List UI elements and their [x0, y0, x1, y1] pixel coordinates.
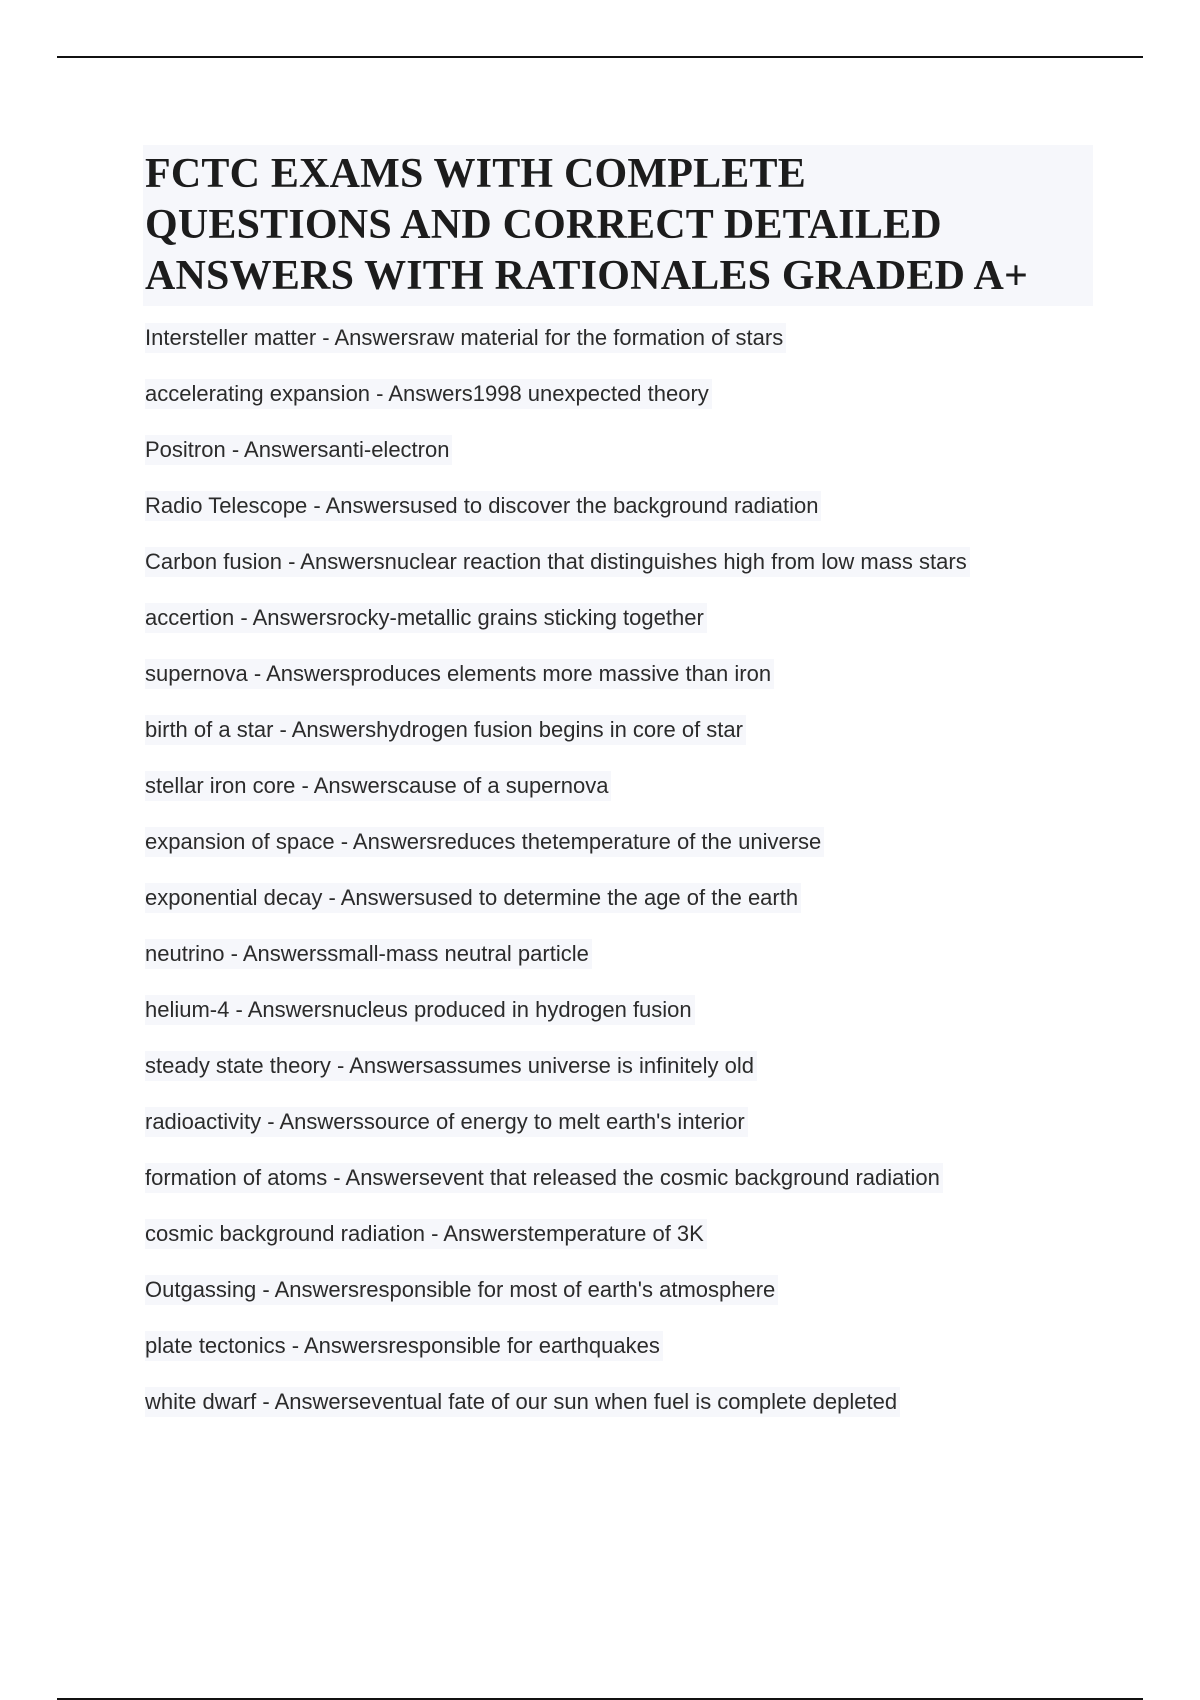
- qa-text: accelerating expansion - Answers1998 unexpected theory: [145, 379, 712, 409]
- list-item: [145, 547, 1095, 603]
- list-item: [145, 995, 1095, 1051]
- qa-text: stellar iron core - Answerscause of a supernova: [145, 771, 611, 801]
- qa-text: exponential decay - Answersused to determine the age of the earth: [145, 883, 801, 913]
- list-item: [145, 1331, 1095, 1387]
- qa-text: plate tectonics - Answersresponsible for earthquakes: [145, 1331, 663, 1361]
- list-item: [145, 939, 1095, 995]
- list-item: [145, 323, 1095, 379]
- list-item: [145, 1387, 1095, 1443]
- qa-text: accertion - Answersrocky-metallic grains sticking together: [145, 603, 707, 633]
- top-rule: [57, 56, 1143, 58]
- list-item: [145, 491, 1095, 547]
- list-item: [145, 883, 1095, 939]
- qa-list: [145, 323, 1095, 1443]
- qa-text: steady state theory - Answersassumes universe is infinitely old: [145, 1051, 757, 1081]
- list-item: [145, 603, 1095, 659]
- qa-text: Outgassing - Answersresponsible for most of earth's atmosphere: [145, 1275, 778, 1305]
- qa-text: Radio Telescope - Answersused to discover the background radiation: [145, 491, 821, 521]
- title-line-3: ANSWERS WITH RATIONALES GRADED A+: [145, 253, 1029, 299]
- qa-text: helium-4 - Answersnucleus produced in hydrogen fusion: [145, 995, 695, 1025]
- list-item: [145, 1051, 1095, 1107]
- list-item: [145, 659, 1095, 715]
- document-title: [145, 149, 1087, 302]
- title-line-2: QUESTIONS AND CORRECT DETAILED: [145, 202, 942, 248]
- list-item: [145, 1219, 1095, 1275]
- qa-text: expansion of space - Answersreduces thetemperature of the universe: [145, 827, 824, 857]
- qa-text: Positron - Answersanti-electron: [145, 435, 452, 465]
- list-item: [145, 1275, 1095, 1331]
- list-item: [145, 1107, 1095, 1163]
- title-block: [143, 145, 1093, 306]
- qa-text: birth of a star - Answershydrogen fusion begins in core of star: [145, 715, 746, 745]
- list-item: [145, 379, 1095, 435]
- list-item: [145, 435, 1095, 491]
- list-item: [145, 827, 1095, 883]
- list-item: [145, 771, 1095, 827]
- qa-text: supernova - Answersproduces elements more massive than iron: [145, 659, 774, 689]
- qa-text: neutrino - Answerssmall-mass neutral particle: [145, 939, 592, 969]
- title-line-1: FCTC EXAMS WITH COMPLETE: [145, 151, 806, 197]
- qa-text: white dwarf - Answerseventual fate of our sun when fuel is complete depleted: [145, 1387, 900, 1417]
- qa-text: formation of atoms - Answersevent that released the cosmic background radiation: [145, 1163, 943, 1193]
- qa-text: radioactivity - Answerssource of energy to melt earth's interior: [145, 1107, 748, 1137]
- list-item: [145, 1163, 1095, 1219]
- qa-text: cosmic background radiation - Answerstemperature of 3K: [145, 1219, 707, 1249]
- qa-text: Intersteller matter - Answersraw material for the formation of stars: [145, 323, 786, 353]
- list-item: [145, 715, 1095, 771]
- qa-text: Carbon fusion - Answersnuclear reaction that distinguishes high from low mass stars: [145, 547, 970, 577]
